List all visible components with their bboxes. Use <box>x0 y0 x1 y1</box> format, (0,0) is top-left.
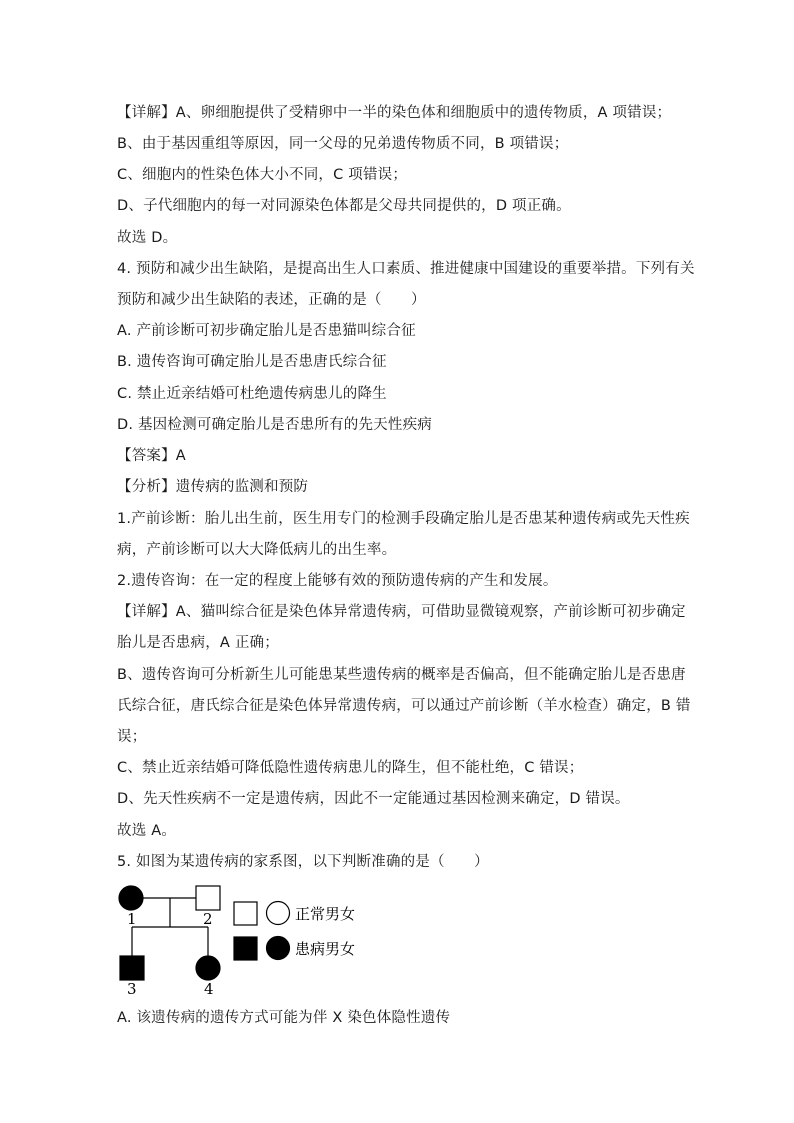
option-b: B. 遗传咨询可确定胎儿是否患唐氏综合征 <box>117 354 387 370</box>
pedigree-individual-3 <box>120 956 144 980</box>
pedigree-chart <box>115 880 415 1000</box>
pedigree-individual-4 <box>196 956 220 980</box>
option-d: D. 基因检测可确定胎儿是否患所有的先天性疾病 <box>117 417 432 433</box>
pedigree-label-2: 2 <box>203 910 213 928</box>
pedigree-label-1: 1 <box>127 910 137 928</box>
legend-affected-label: 患病男女 <box>295 940 356 958</box>
text-line: 氏综合征，唐氏综合征是染色体异常遗传病，可以通过产前诊断（羊水检查）确定，B 错 <box>117 698 691 714</box>
pedigree-label-3: 3 <box>127 980 137 998</box>
text-line: 病，产前诊断可以大大降低病儿的出生率。 <box>117 542 397 558</box>
pedigree-individual-2 <box>196 886 220 910</box>
pedigree-individual-1 <box>119 886 143 910</box>
text-line: 1.产前诊断：胎儿出生前，医生用专门的检测手段确定胎儿是否患某种遗传病或先天性疾 <box>117 511 690 527</box>
legend-normal-label: 正常男女 <box>295 905 356 923</box>
option-a: A. 该遗传病的遗传方式可能为伴 X 染色体隐性遗传 <box>117 1010 451 1026</box>
pedigree-label-4: 4 <box>204 980 214 998</box>
legend-normal-male-icon <box>234 902 257 925</box>
text-line: 【详解】A、卵细胞提供了受精卵中一半的染色体和细胞质中的遗传物质，A 项错误； <box>117 105 672 121</box>
legend-affected-female-icon <box>267 937 290 960</box>
text-line: 故选 A。 <box>117 823 177 839</box>
question-5-stem: 5. 如图为某遗传病的家系图，以下判断准确的是（ ） <box>117 854 489 870</box>
text-line: 胎儿是否患病，A 正确； <box>117 635 279 651</box>
analysis-heading: 【分析】遗传病的监测和预防 <box>117 479 309 495</box>
text-line: D、子代细胞内的每一对同源染色体都是父母共同提供的，D 项正确。 <box>117 198 571 214</box>
text-line: 故选 D。 <box>117 230 178 246</box>
text-line: B、遗传咨询可分析新生儿可能患某些遗传病的概率是否偏高，但不能确定胎儿是否患唐 <box>117 667 686 683</box>
legend-normal-female-icon <box>267 902 290 925</box>
text-line: D、先天性疾病不一定是遗传病，因此不一定能通过基因检测来确定，D 错误。 <box>117 791 630 807</box>
option-a: A. 产前诊断可初步确定胎儿是否患猫叫综合征 <box>117 323 416 339</box>
question-4-stem: 预防和减少出生缺陷的表述，正确的是（ ） <box>117 292 426 308</box>
text-line: 2.遗传咨询：在一定的程度上能够有效的预防遗传病的产生和发展。 <box>117 573 558 589</box>
text-line: 【详解】A、猫叫综合征是染色体异常遗传病，可借助显微镜观察，产前诊断可初步确定 <box>117 604 686 620</box>
text-line: C、细胞内的性染色体大小不同，C 项错误； <box>117 167 408 183</box>
text-line: C、禁止近亲结婚可降低隐性遗传病患儿的降生，但不能杜绝，C 错误； <box>117 760 584 776</box>
text-line: 误； <box>117 729 147 745</box>
text-line: B、由于基因重组等原因，同一父母的兄弟遗传物质不同，B 项错误； <box>117 136 569 152</box>
legend-affected-male-icon <box>234 937 257 960</box>
option-c: C. 禁止近亲结婚可杜绝遗传病患儿的降生 <box>117 386 387 402</box>
answer: 【答案】A <box>117 448 186 464</box>
question-4-stem: 4. 预防和减少出生缺陷，是提高出生人口素质、推进健康中国建设的重要举措。下列有关 <box>117 261 695 277</box>
